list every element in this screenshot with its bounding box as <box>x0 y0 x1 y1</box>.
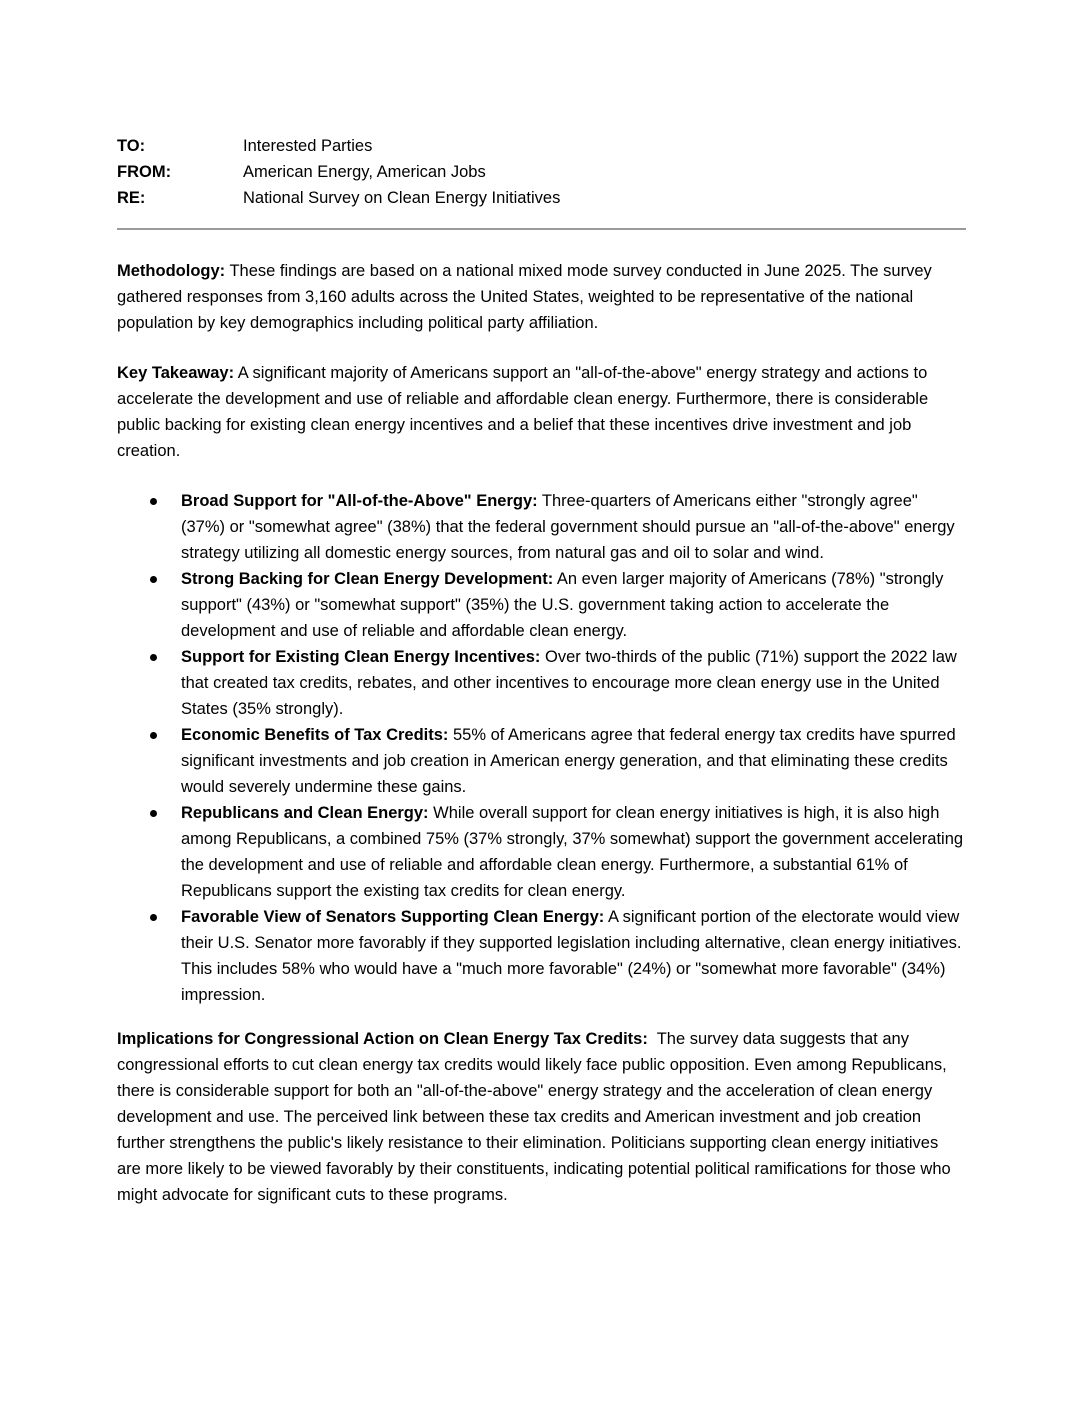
memo-from-value: American Energy, American Jobs <box>243 163 486 181</box>
bullet-existing-incentives-lead: Support for Existing Clean Energy Incentives: <box>181 648 541 666</box>
paragraph-key-takeaway <box>117 360 966 464</box>
bullet-dot-icon <box>150 732 157 739</box>
bullet-dot-icon <box>150 498 157 505</box>
bullet-favorable-view-senators-lead: Favorable View of Senators Supporting Clean Energy: <box>181 908 605 926</box>
key-takeaway-text: A significant majority of Americans support an "all-of-the-above" energy strategy and actions to accelerate the development and use of reliable and affordable clean energy. Furthermore, there is considerable public backing for existing clean energy incentives and a belief that these incentives drive investment and job creation. <box>117 364 933 460</box>
bullet-dot-icon <box>150 654 157 661</box>
memo-re-value: National Survey on Clean Energy Initiatives <box>243 189 561 207</box>
bullet-economic-benefits-text: 55% of Americans agree that federal energy tax credits have spurred significant investments and job creation in American energy generation, and that eliminating these credits would severely undermine these gains. <box>181 726 961 796</box>
bullet-strong-backing-text: An even larger majority of Americans (78%) "strongly support" (43%) or "somewhat support" (35%) the U.S. government taking action to accelerate the development and use of reliable and affordable clean energy. <box>181 570 948 640</box>
bullet-broad-support-text: Three-quarters of Americans either "strongly agree" (37%) or "somewhat agree" (38%) that the federal government should pursue an "all-of-the-above" energy strategy utilizing all domestic energy sources, from natural gas and oil to solar and wind. <box>181 492 960 562</box>
memo-header-row-to <box>117 133 966 159</box>
bullet-economic-benefits <box>181 722 966 800</box>
implications-text: The survey data suggests that any congressional efforts to cut clean energy tax credits would likely face public opposition. Even among Republicans, there is considerable support for both an "all-of-the-above" energy strategy and the acceleration of clean energy development and use. The perceived link between these tax credits and American investment and job creation further strengthens the public's likely resistance to their elimination. Politicians supporting clean energy initiatives are more likely to be viewed favorably by their constituents, indicating potential political ramifications for those who might advocate for significant cuts to these programs. <box>117 1030 956 1204</box>
methodology-lead: Methodology: <box>117 262 226 280</box>
bullet-republicans-clean-energy <box>181 800 966 904</box>
bullet-economic-benefits-lead: Economic Benefits of Tax Credits: <box>181 726 449 744</box>
bullet-strong-backing <box>181 566 966 644</box>
bullet-existing-incentives <box>181 644 966 722</box>
memo-from-label: FROM: <box>117 163 172 181</box>
bullet-broad-support-lead: Broad Support for "All-of-the-Above" Energy: <box>181 492 538 510</box>
key-takeaway-lead: Key Takeaway: <box>117 364 235 382</box>
bullet-broad-support <box>181 488 966 566</box>
memo-header-row-from <box>117 159 966 185</box>
findings-bullet-list <box>117 488 966 1008</box>
implications-lead: Implications for Congressional Action on Clean Energy Tax Credits: <box>117 1030 648 1048</box>
paragraph-implications <box>117 1026 966 1208</box>
methodology-text: These findings are based on a national mixed mode survey conducted in June 2025. The survey gathered responses from 3,160 adults across the United States, weighted to be representative of the national population by key demographics including political party affiliation. <box>117 262 937 332</box>
memo-header <box>117 133 966 211</box>
bullet-strong-backing-lead: Strong Backing for Clean Energy Development: <box>181 570 554 588</box>
bullet-existing-incentives-text: Over two-thirds of the public (71%) support the 2022 law that created tax credits, rebates, and other incentives to encourage more clean energy use in the United States (35% strongly). <box>181 648 962 718</box>
bullet-favorable-view-senators <box>181 904 966 1008</box>
memo-re-label: RE: <box>117 189 146 207</box>
bullet-favorable-view-senators-text: A significant portion of the electorate would view their U.S. Senator more favorably if they supported legislation including alternative, clean energy initiatives. This includes 58% who would have a "much more favorable" (24%) or "somewhat more favorable" (34%) impression. <box>181 908 966 1004</box>
memo-to-value: Interested Parties <box>243 137 373 155</box>
paragraph-methodology <box>117 258 966 336</box>
bullet-dot-icon <box>150 810 157 817</box>
memo-header-row-re <box>117 185 966 211</box>
bullet-dot-icon <box>150 576 157 583</box>
bullet-republicans-clean-energy-text: While overall support for clean energy initiatives is high, it is also high among Republicans, a combined 75% (37% strongly, 37% somewhat) support the government accelerating the development and use of reliable and affordable clean energy. Furthermore, a substantial 61% of Republicans support the existing tax credits for clean energy. <box>181 804 968 900</box>
memo-to-label: TO: <box>117 137 146 155</box>
bullet-republicans-clean-energy-lead: Republicans and Clean Energy: <box>181 804 429 822</box>
header-divider <box>117 228 966 230</box>
bullet-dot-icon <box>150 914 157 921</box>
